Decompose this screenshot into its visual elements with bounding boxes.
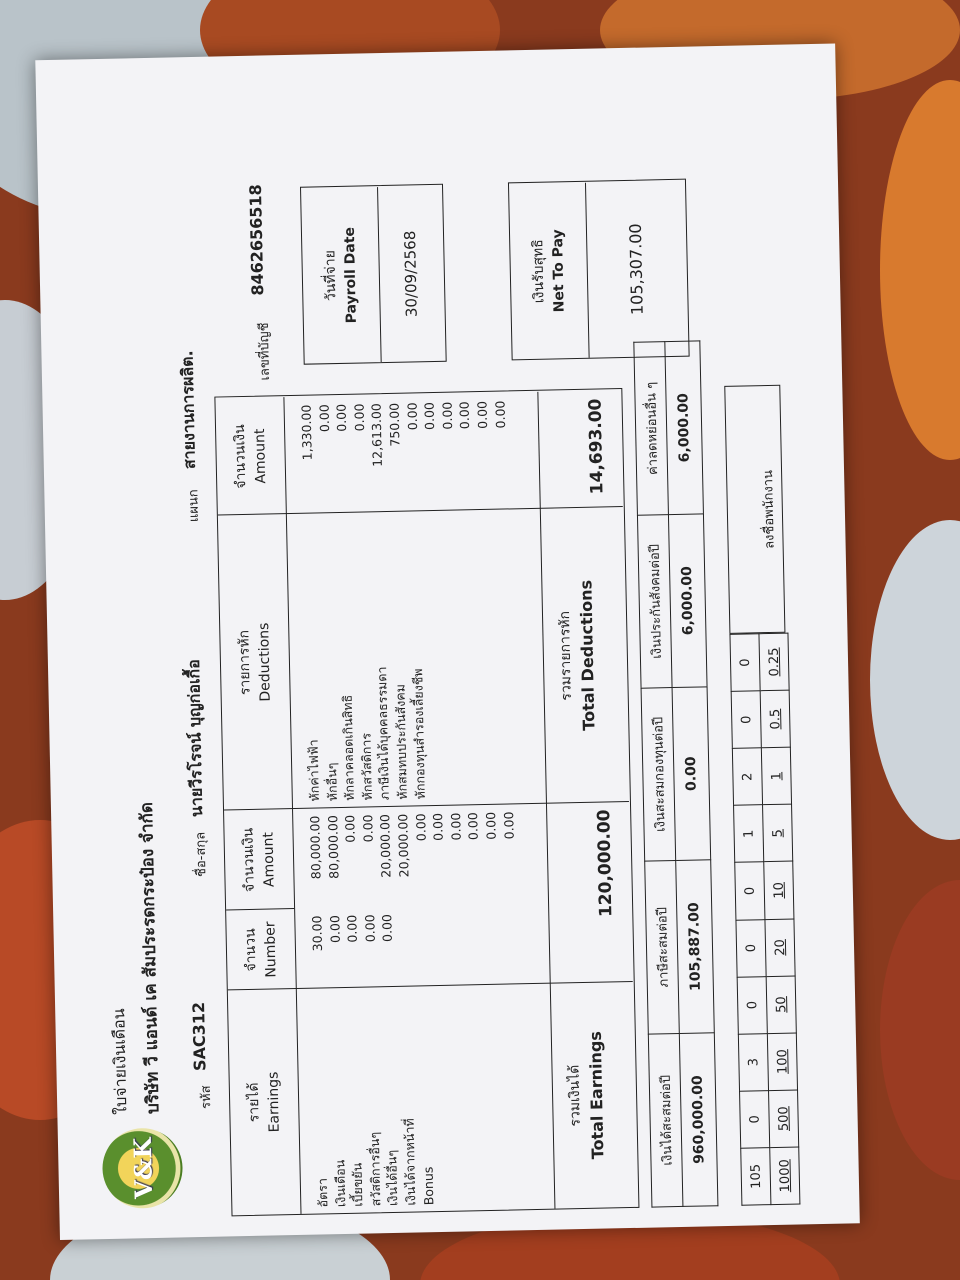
earnings-amount: 20,000.00 [395, 813, 412, 878]
earnings-deductions-table [214, 388, 639, 1216]
earnings-amount: 80,000.00 [324, 815, 342, 879]
deduction-amount: 0.00 [316, 404, 332, 433]
earnings-number: 0.00 [362, 914, 378, 943]
earnings-amount: 0.00 [412, 813, 429, 842]
earnings-header: รายได้ Earnings [245, 1071, 283, 1133]
deduction-amount: 12,613.00 [368, 403, 386, 467]
net-pay-box [508, 179, 690, 361]
earnings-amount: 0.00 [465, 812, 482, 841]
denomination-value: 500 [769, 1090, 799, 1148]
deduction-labels [300, 515, 429, 802]
denomination-value: 0.5 [760, 690, 790, 748]
deduction-amount: 0.00 [492, 400, 508, 429]
deduction-amount: 0.00 [333, 403, 350, 432]
employee-signature-box [724, 385, 785, 634]
total-earnings-label: รวมเงินได้ Total Earnings [566, 1030, 608, 1160]
account-label: เลขที่บัญชี [256, 322, 274, 381]
total-deductions-value: 14,693.00 [585, 398, 608, 495]
denomination-count: 0 [730, 634, 760, 692]
denomination-value: 0.25 [759, 633, 789, 691]
denomination-value: 20 [765, 919, 795, 977]
earnings-label: เบี้ยขยัน [349, 1162, 366, 1207]
deduction-amount: 750.00 [386, 402, 403, 447]
denomination-value: 1 [761, 747, 791, 805]
denomination-count: 2 [732, 748, 762, 806]
department-label: แผนก [186, 489, 202, 523]
denomination-count: 0 [740, 1090, 770, 1148]
earnings-amount: 0.00 [500, 811, 517, 840]
slip-title: ใบจ่ายเงินเดือน [109, 1008, 131, 1115]
net-pay-label: เงินรับสุทธิ Net To Pay [530, 229, 568, 313]
cumulative-value: 6,000.00 [668, 514, 707, 688]
earnings-label: สวัสดิการอื่นๆ [366, 1131, 384, 1207]
cumulative-label: เงินประกันสังคมต่อปี [637, 515, 672, 689]
earnings-amount: 80,000.00 [307, 815, 324, 880]
employee-name: นายวีรโรจน์ บุญก่อเกื้อ [183, 659, 207, 818]
earnings-amount: 0.00 [430, 812, 446, 841]
deduction-amount: 0.00 [421, 401, 438, 431]
deduction-amount: 0.00 [404, 402, 420, 431]
code-label: รหัส [198, 1085, 215, 1110]
earnings-label: เงินได้จากหน้าที่ [401, 1118, 419, 1206]
payroll-date-label: วันที่จ่าย Payroll Date [322, 226, 360, 324]
department-name: สายงานการผลิต. [177, 350, 199, 470]
employee-signature-label: ลงชื่อพนักงาน [761, 469, 778, 550]
company-logo: V&K [102, 1127, 184, 1209]
earnings-amount: 0.00 [342, 814, 358, 843]
denomination-value: 5 [763, 804, 793, 862]
deduction-amount: 0.00 [439, 401, 455, 430]
denomination-count: 0 [735, 862, 765, 920]
deduction-amount: 0.00 [456, 401, 473, 430]
earnings-amount: 0.00 [447, 812, 464, 841]
deduction-amounts [298, 400, 511, 510]
cumulative-value: 960,000.00 [679, 1033, 718, 1207]
denomination-count: 0 [736, 919, 766, 977]
earnings-amount: 0.00 [359, 814, 376, 843]
earnings-amount: 0.00 [483, 811, 499, 840]
earnings-label: เงินได้อื่นๆ [384, 1149, 401, 1207]
cumulative-label: เงินได้สะสมต่อปี [648, 1033, 683, 1207]
denomination-count: 0 [731, 691, 761, 749]
cumulative-label: เงินสะสมกองทุนต่อปี [641, 688, 676, 862]
denomination-count: 0 [737, 976, 767, 1034]
net-pay-value: 105,307.00 [625, 223, 647, 316]
number-header: จำนวน Number [242, 921, 280, 978]
earnings-labels [310, 991, 438, 1208]
denomination-count: 1 [734, 805, 764, 863]
deductions-header: รายการหัก Deductions [236, 622, 274, 702]
earnings-label: อัตรา [314, 1177, 331, 1208]
cumulative-label: ภาษีสะสมต่อปี [645, 861, 680, 1035]
deduction-label: ภาษีเงินได้บุคคลธรรมดา [374, 666, 393, 801]
deduction-label: หักอื่นๆ [323, 762, 340, 802]
deduction-amount: 1,330.00 [298, 404, 315, 461]
company-name: บริษัท วี แอนด์ เค สัมประรดกระป๋อง จำกัด [136, 801, 164, 1115]
earnings-label: Bonus [420, 1166, 436, 1206]
account-number: 8462656518 [245, 184, 268, 296]
denomination-count: 105 [741, 1148, 771, 1206]
earnings-numbers [308, 914, 397, 986]
payroll-date-box [300, 184, 447, 365]
deduction-amount: 0.00 [474, 400, 491, 429]
denomination-value: 1000 [770, 1147, 800, 1205]
employee-code: SAC312 [189, 1001, 210, 1072]
deduction-label: หักค่าไฟฟ้า [305, 739, 322, 802]
cumulative-label: ค่าลดหย่อนอื่น ๆ [634, 342, 669, 516]
name-label: ชื่อ-สกุล [193, 831, 210, 878]
denomination-value: 100 [767, 1033, 797, 1091]
total-deductions-label: รวมรายการหัก Total Deductions [556, 579, 599, 731]
denomination-count: 3 [738, 1033, 768, 1091]
cumulative-value: 6,000.00 [665, 341, 704, 515]
deduction-label: หักสมทบประกันสังคม [392, 683, 410, 800]
deduction-label: หักลาคลอดเกินสิทธิ [339, 694, 358, 801]
deduction-amount: 0.00 [351, 403, 367, 432]
earnings-number: 0.00 [326, 915, 343, 944]
denomination-value: 10 [764, 862, 794, 920]
deduction-label: หักกองทุนสำรองเลี้ยงชีพ [409, 668, 428, 800]
cumulative-value: 0.00 [672, 687, 711, 861]
payslip-document [35, 44, 860, 1240]
cumulative-value: 105,887.00 [676, 860, 715, 1034]
deduction-label: หักสวัสดิการ [358, 732, 375, 801]
total-earnings-value: 120,000.00 [594, 809, 617, 918]
denomination-value: 50 [766, 976, 796, 1034]
earnings-amount-header: จำนวนเงิน Amount [240, 827, 278, 893]
cumulative-table [633, 340, 718, 1207]
earnings-label: เงินเดือน [331, 1159, 348, 1208]
earnings-number: 0.00 [344, 914, 361, 943]
denomination-table [729, 633, 800, 1206]
earnings-amounts [306, 811, 519, 905]
deductions-amount-header: จำนวนเงิน Amount [231, 424, 270, 489]
earnings-amount: 20,000.00 [377, 813, 394, 878]
earnings-number: 0.00 [379, 913, 396, 943]
earnings-number: 30.00 [309, 915, 326, 952]
payroll-date-value: 30/09/2568 [400, 230, 421, 318]
